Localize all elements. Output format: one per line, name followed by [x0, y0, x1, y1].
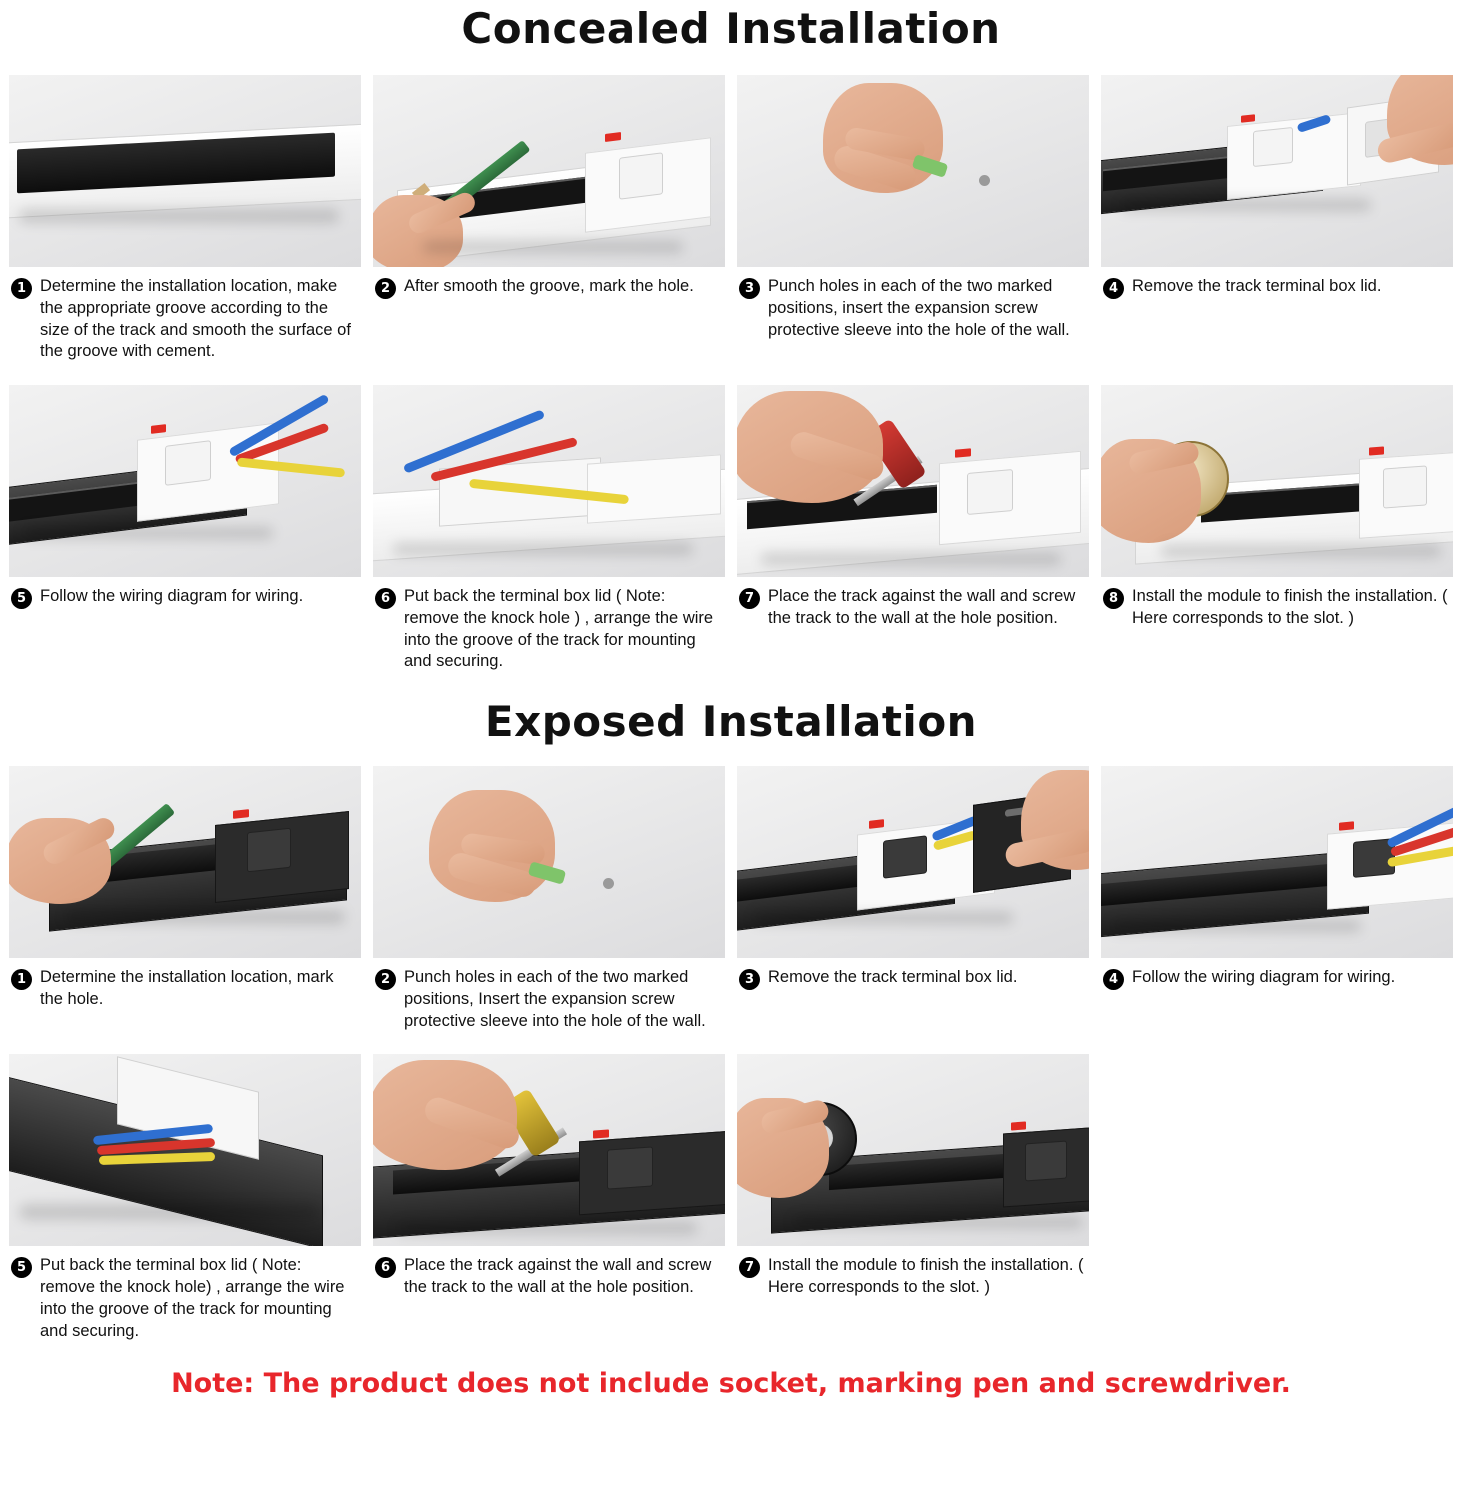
- step-caption-concealed-5: [9, 577, 361, 609]
- step-caption-concealed-4: [1101, 267, 1453, 299]
- step-text: Remove the track terminal box lid.: [1132, 277, 1382, 295]
- step-card-concealed-2: [373, 75, 725, 363]
- step-caption-concealed-1: [9, 267, 361, 363]
- step-image-remove-lid-black: [737, 766, 1089, 958]
- step-text: Put back the terminal box lid ( Note: remove the knock hole ) , arrange the wire into the groove of the track for mounting and securing.: [404, 587, 714, 671]
- step-number: 6: [375, 1257, 396, 1278]
- step-image-lid-back-white: [373, 385, 725, 577]
- step-text: Punch holes in each of the two marked positions, Insert the expansion screw protective sleeve into the hole of the wall.: [404, 968, 706, 1030]
- section-title-concealed: Concealed Installation: [461, 4, 1001, 53]
- step-image-mark-black: [9, 766, 361, 958]
- step-number: 7: [739, 1257, 760, 1278]
- step-caption-concealed-2: [373, 267, 725, 299]
- step-text: Put back the terminal box lid ( Note: remove the knock hole) , arrange the wire into the groove of the track for mounting and securing.: [40, 1256, 345, 1340]
- step-text: Follow the wiring diagram for wiring.: [40, 587, 304, 606]
- step-number: 5: [11, 588, 32, 609]
- exposed-step-row-2: [0, 1054, 1462, 1342]
- step-text: Determine the installation location, make the appropriate groove according to the size of the track and smooth the surface of the groove with cement.: [40, 277, 351, 361]
- step-image-screw-black: [373, 1054, 725, 1246]
- step-image-wiring-black: [1101, 766, 1453, 958]
- step-number: 3: [739, 278, 760, 299]
- step-card-concealed-4: [1101, 75, 1453, 363]
- step-image-remove-lid-white: [1101, 75, 1453, 267]
- step-caption-exposed-6: [373, 1246, 725, 1299]
- step-number: 3: [739, 969, 760, 990]
- section-title-exposed: Exposed Installation: [484, 697, 978, 747]
- step-card-exposed-5: [9, 1054, 361, 1342]
- step-text: After smooth the groove, mark the hole.: [404, 277, 694, 295]
- step-image-module-black: [737, 1054, 1089, 1246]
- step-card-concealed-8: [1101, 385, 1453, 673]
- step-caption-exposed-1: [9, 958, 361, 1011]
- step-image-lid-back-black: [9, 1054, 361, 1246]
- step-number: 4: [1103, 969, 1124, 990]
- step-card-exposed-4: [1101, 766, 1453, 1032]
- step-text: Determine the installation location, mark the hole.: [40, 968, 334, 1008]
- step-caption-concealed-3: [737, 267, 1089, 341]
- step-caption-concealed-7: [737, 577, 1089, 630]
- step-text: Follow the wiring diagram for wiring.: [1132, 968, 1396, 987]
- step-card-concealed-7: [737, 385, 1089, 673]
- step-number: 5: [11, 1257, 32, 1278]
- step-image-wiring-white: [9, 385, 361, 577]
- step-text: Install the module to finish the installation. ( Here corresponds to the slot. ): [768, 1256, 1084, 1297]
- step-number: 8: [1103, 588, 1124, 609]
- step-card-placeholder: [1101, 1054, 1453, 1342]
- step-caption-concealed-6: [373, 577, 725, 673]
- step-caption-exposed-5: [9, 1246, 361, 1342]
- step-card-exposed-1: [9, 766, 361, 1032]
- step-text: Place the track against the wall and screw the track to the wall at the hole position.: [768, 587, 1076, 627]
- step-caption-exposed-2: [373, 958, 725, 1032]
- step-caption-exposed-4: [1101, 958, 1453, 990]
- step-number: 2: [375, 969, 396, 990]
- exposed-step-row-1: [0, 766, 1462, 1032]
- step-card-concealed-6: [373, 385, 725, 673]
- step-card-exposed-7: [737, 1054, 1089, 1342]
- concealed-step-row-2: [0, 385, 1462, 673]
- step-caption-concealed-8: [1101, 577, 1453, 630]
- step-card-exposed-6: [373, 1054, 725, 1342]
- step-text: Remove the track terminal box lid.: [768, 968, 1018, 987]
- step-number: 6: [375, 588, 396, 609]
- step-card-exposed-2: [373, 766, 725, 1032]
- step-number: 1: [11, 278, 32, 299]
- step-caption-exposed-7: [737, 1246, 1089, 1299]
- step-card-concealed-5: [9, 385, 361, 673]
- step-number: 7: [739, 588, 760, 609]
- step-text: Install the module to finish the installation. ( Here corresponds to the slot. ): [1132, 587, 1448, 627]
- step-text: Punch holes in each of the two marked positions, insert the expansion screw protective sleeve into the hole of the wall.: [768, 277, 1070, 339]
- step-image-module-white: [1101, 385, 1453, 577]
- step-image-screw-white: [737, 385, 1089, 577]
- step-card-concealed-1: [9, 75, 361, 363]
- concealed-step-row-1: [0, 75, 1462, 363]
- step-image-mark-white: [373, 75, 725, 267]
- step-image-groove: [9, 75, 361, 267]
- step-caption-exposed-3: [737, 958, 1089, 990]
- step-image-sleeve: [373, 766, 725, 958]
- step-image-sleeve: [737, 75, 1089, 267]
- step-text: Place the track against the wall and screw the track to the wall at the hole position.: [404, 1256, 712, 1297]
- step-card-concealed-3: [737, 75, 1089, 363]
- step-number: 2: [375, 278, 396, 299]
- product-note: Note: The product does not include socket, marking pen and screwdriver.: [171, 1368, 1291, 1400]
- step-number: 1: [11, 969, 32, 990]
- step-number: 4: [1103, 278, 1124, 299]
- step-card-exposed-3: [737, 766, 1089, 1032]
